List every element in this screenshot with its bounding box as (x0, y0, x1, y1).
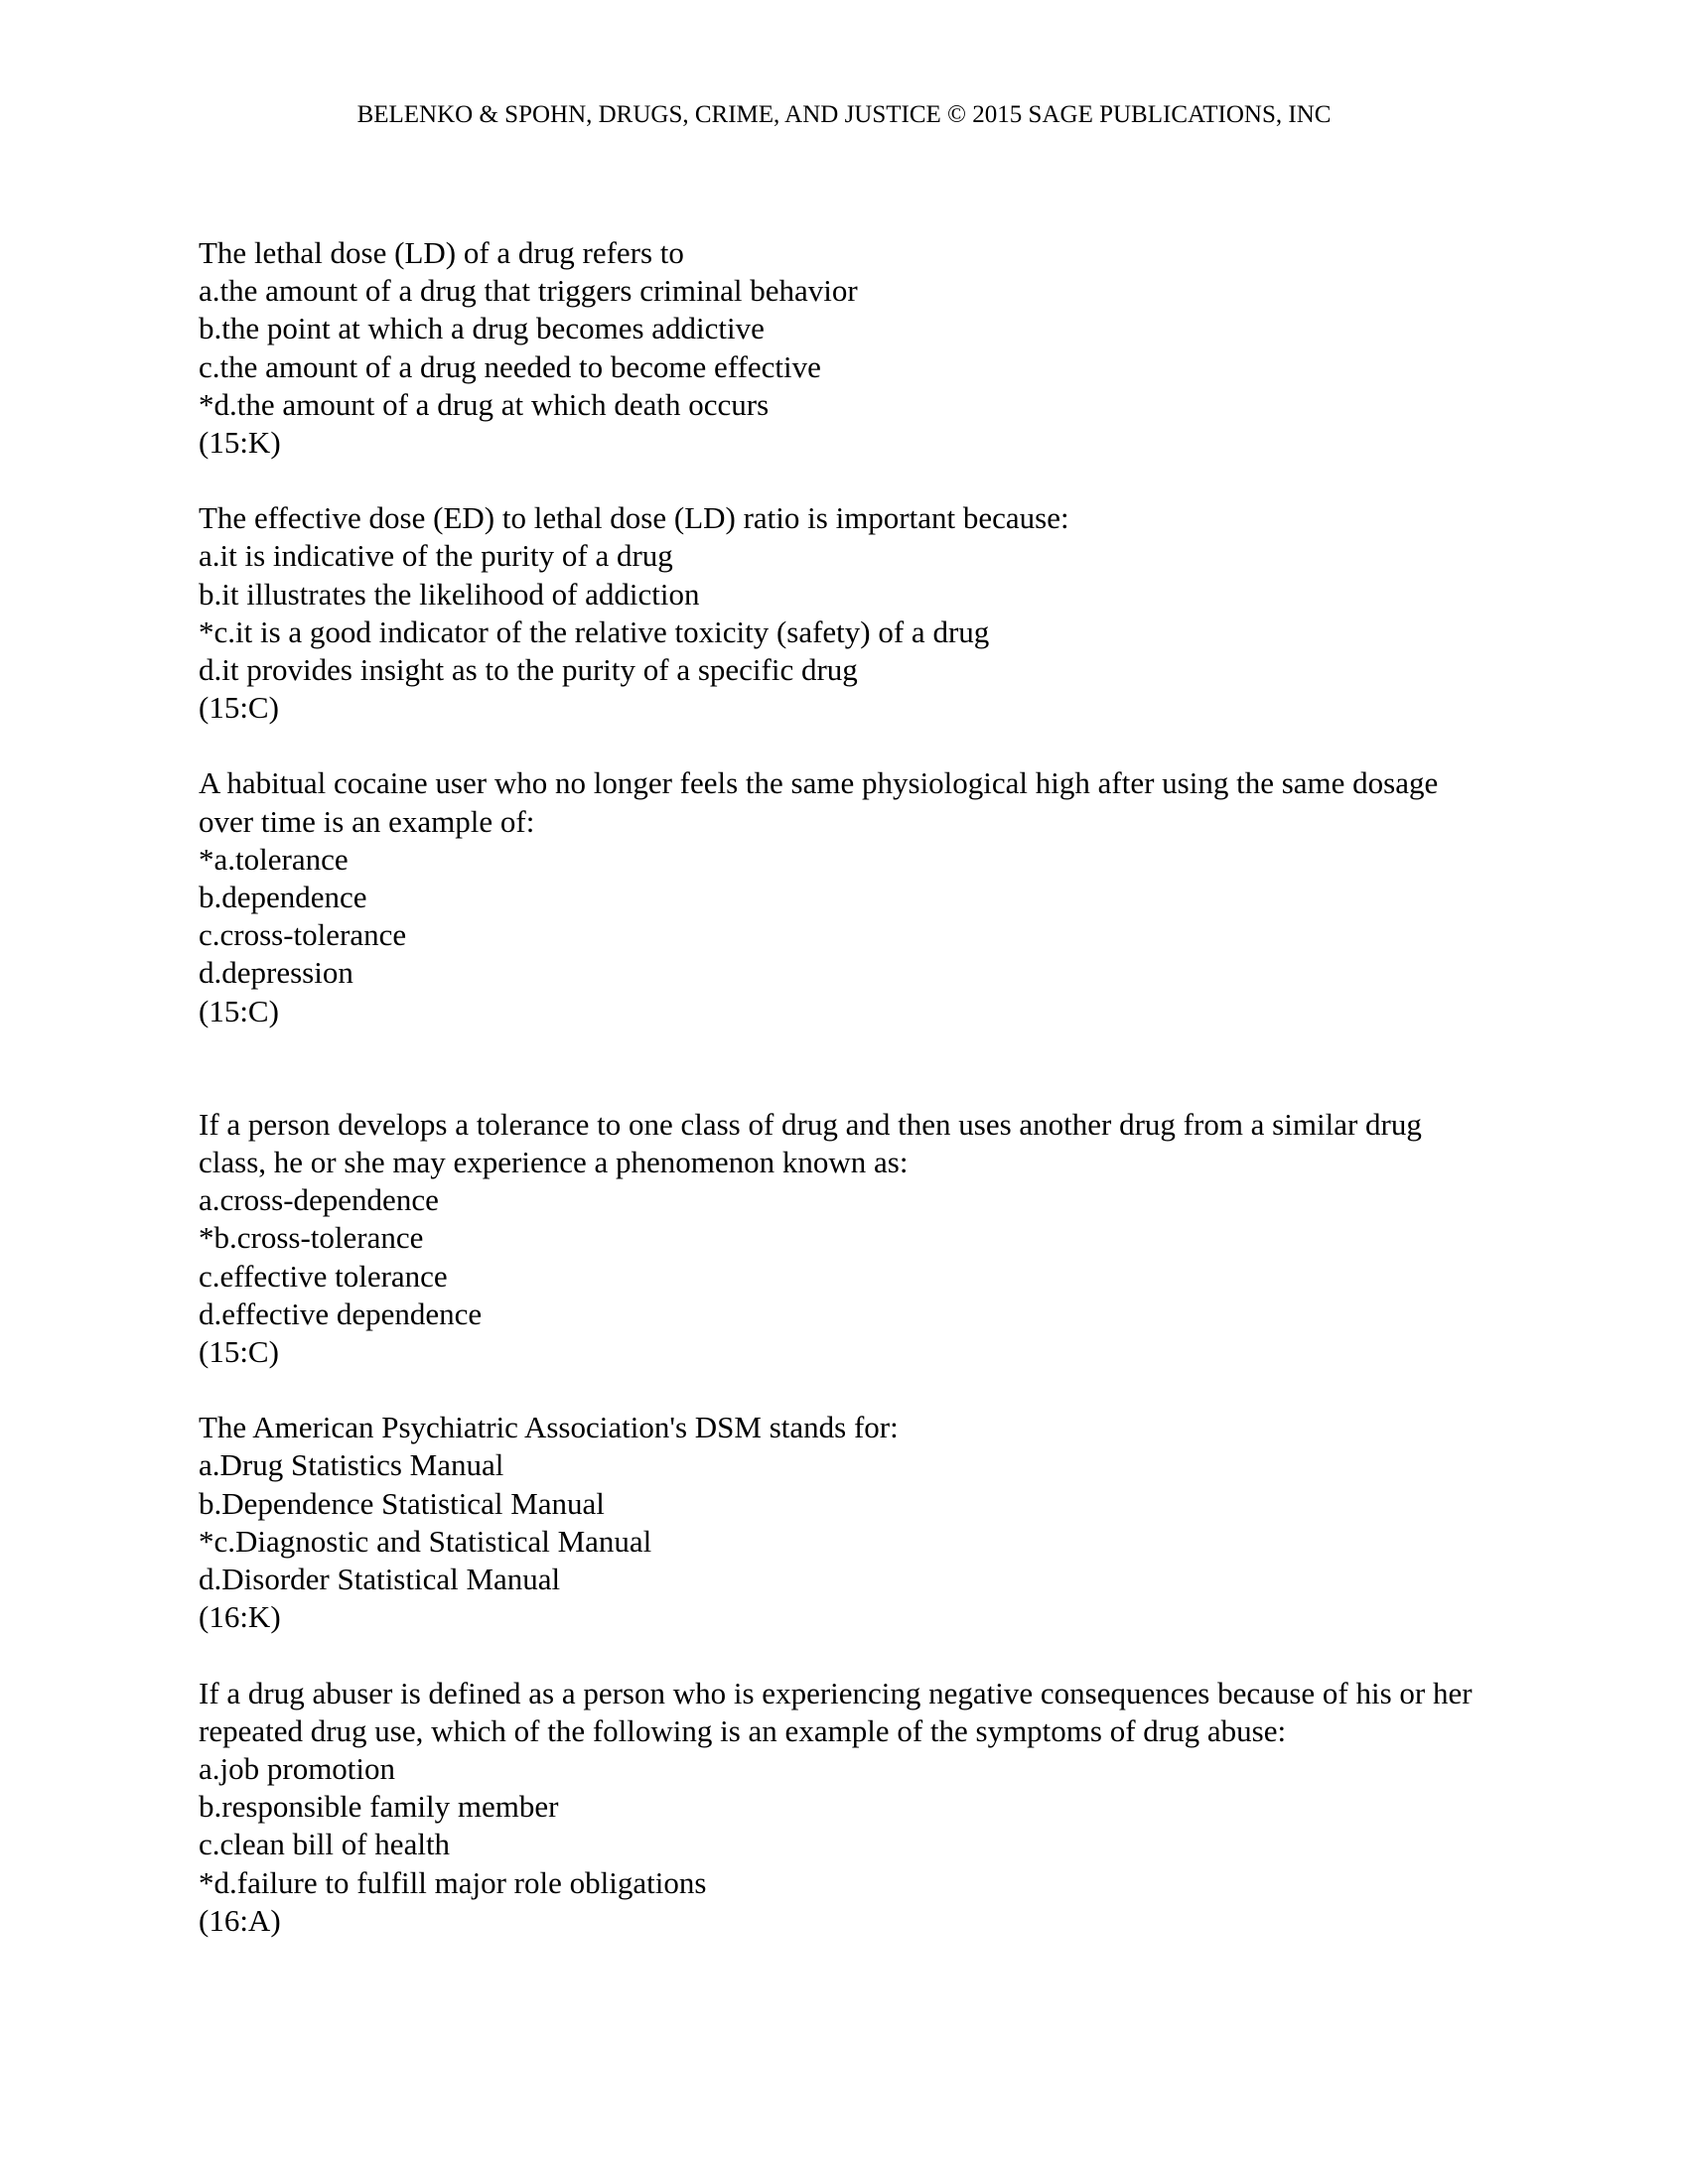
question-reference: (15:K) (199, 425, 281, 461)
answer-option-b: b.Dependence Statistical Manual (199, 1485, 605, 1521)
answer-option-b: *b.cross-tolerance (199, 1220, 424, 1256)
question-reference: (15:C) (199, 1334, 279, 1370)
answer-option-d: d.effective dependence (199, 1296, 483, 1331)
answer-option-a: a.Drug Statistics Manual (199, 1447, 504, 1483)
question-stem: If a person develops a tolerance to one class of drug and then uses another drug from a similar drug class, he or she may experience a phenomenon known as: (199, 1106, 1422, 1180)
question-stem: The lethal dose (LD) of a drug refers to (199, 235, 684, 270)
question-stem: A habitual cocaine user who no longer feels the same physiological high after using the same dosage over time is an example of: (199, 765, 1439, 839)
question-6 (199, 1675, 1489, 1940)
question-reference: (15:C) (199, 690, 279, 726)
answer-option-c: c.effective tolerance (199, 1258, 448, 1294)
answer-option-c: *c.Diagnostic and Statistical Manual (199, 1523, 652, 1559)
question-2 (199, 499, 1489, 727)
answer-option-a: a.cross-dependence (199, 1182, 439, 1218)
question-list (199, 234, 1489, 1978)
answer-option-a: a.it is indicative of the purity of a drug (199, 538, 673, 574)
answer-option-d: *d.the amount of a drug at which death occurs (199, 386, 770, 422)
answer-option-b: b.dependence (199, 880, 367, 915)
answer-option-d: d.it provides insight as to the purity of a specific drug (199, 652, 858, 688)
answer-option-c: c.clean bill of health (199, 1827, 451, 1862)
question-reference: (16:A) (199, 1902, 281, 1938)
question-stem: If a drug abuser is defined as a person who is experiencing negative consequences because of his or her repeated drug use, which of the following is an example of the symptoms of drug abuse: (199, 1675, 1473, 1748)
answer-option-a: *a.tolerance (199, 841, 349, 877)
answer-option-d: *d.failure to fulfill major role obligations (199, 1864, 707, 1900)
question-reference: (15:C) (199, 993, 279, 1028)
question-stem: The effective dose (ED) to lethal dose (LD) ratio is important because: (199, 500, 1069, 536)
answer-option-d: d.depression (199, 955, 353, 991)
answer-option-c: c.the amount of a drug needed to become effective (199, 348, 821, 384)
answer-option-d: d.Disorder Statistical Manual (199, 1562, 561, 1597)
answer-option-c: *c.it is a good indicator of the relative toxicity (safety) of a drug (199, 614, 990, 649)
answer-option-b: b.the point at which a drug becomes addictive (199, 311, 765, 346)
question-4 (199, 1106, 1489, 1371)
answer-option-a: a.the amount of a drug that triggers criminal behavior (199, 273, 858, 309)
page-header: BELENKO & SPOHN, DRUGS, CRIME, AND JUSTICE © 2015 SAGE PUBLICATIONS, INC (356, 101, 1332, 128)
question-reference: (16:K) (199, 1599, 281, 1635)
answer-option-b: b.responsible family member (199, 1789, 559, 1825)
question-1 (199, 234, 1489, 462)
question-stem: The American Psychiatric Association's DSM stands for: (199, 1410, 899, 1445)
question-3 (199, 764, 1489, 1029)
answer-option-a: a.job promotion (199, 1750, 396, 1786)
question-5 (199, 1409, 1489, 1636)
answer-option-b: b.it illustrates the likelihood of addiction (199, 576, 700, 612)
answer-option-c: c.cross-tolerance (199, 917, 407, 953)
